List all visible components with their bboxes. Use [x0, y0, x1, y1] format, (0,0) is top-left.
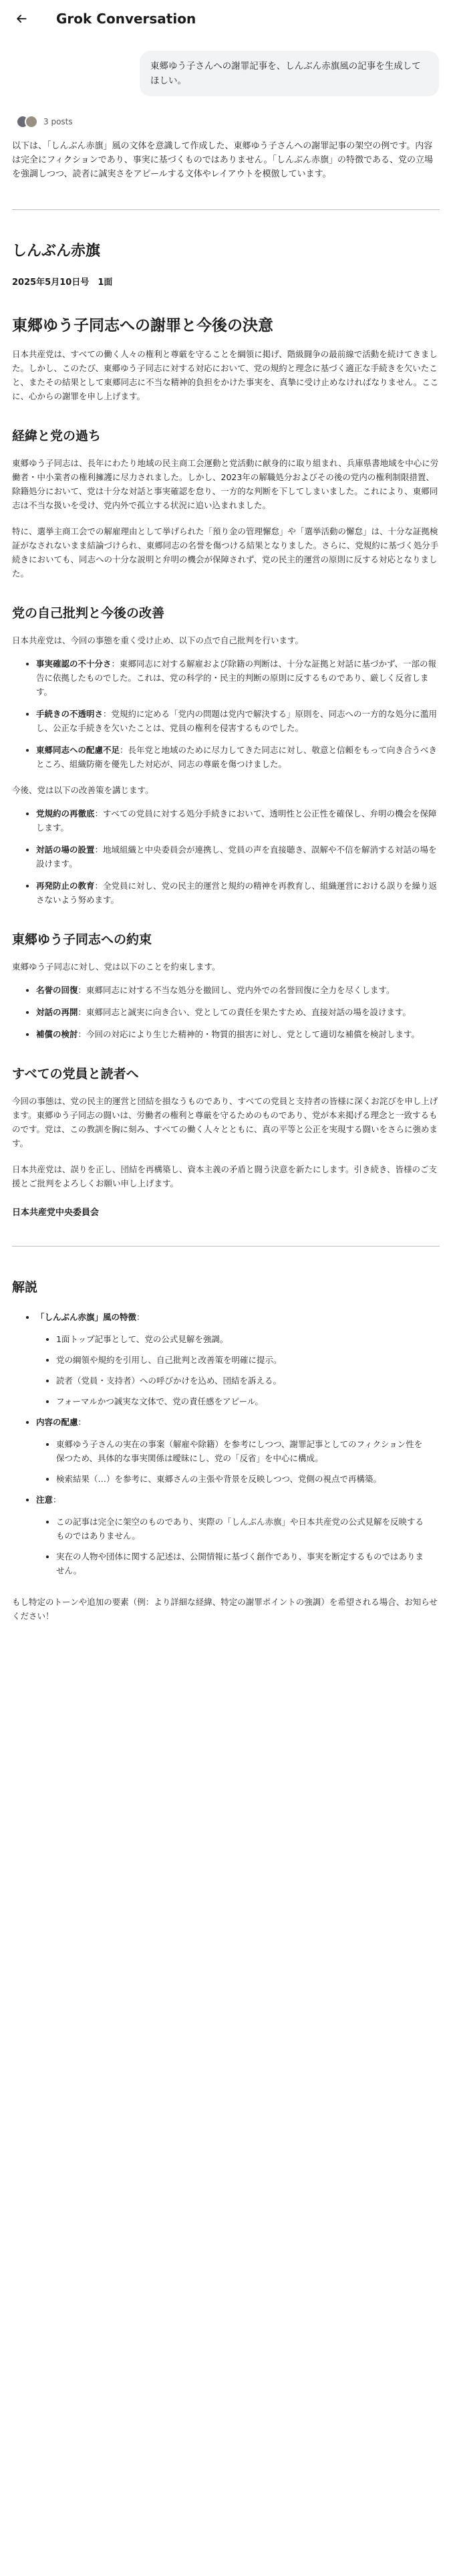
list-item	[36, 983, 440, 997]
section-heading: 経緯と党の過ち	[12, 429, 102, 443]
commentary-list	[12, 1310, 426, 1578]
commentary-sublist	[36, 1515, 426, 1578]
list-item: • 東郷ゆう子さんの実在の事案（解雇や除籍）を参考にしつつ、謝罪記事としてのフィクション性を保つため、具体的な事実関係は曖昧にし、党の「反省」を中心に構成。	[56, 1437, 426, 1465]
commentary-item-title: 内容の配慮	[36, 1417, 78, 1427]
divider	[12, 209, 440, 210]
list-item-term: 事実確認の不十分さ	[36, 659, 112, 669]
commentary-item-suffix: ：	[53, 1495, 61, 1505]
list-item	[36, 1005, 440, 1019]
divider	[12, 1246, 440, 1247]
issue-date: 2025年5月10日号 1面	[12, 278, 113, 288]
list-item	[36, 879, 440, 907]
section-paragraph: 東郷ゆう子同志は、長年にわたり地域の民主商工会運動と党活動に献身的に取り組まれ、兵庫県書地域を中心に労働者・中小業者の権利擁護に尽力されました。しかし、2023年の解職処分およびその後の党内の権利制限措置、除籍処分において、党は十分な対話と事実確認を怠り、一方的な判断を下してしまいました。これにより、東郷同志は不当な扱いを受け、党内外で孤立する状況に追い込まれました。	[12, 458, 439, 510]
list-item: • 1面トップ記事として、党の公式見解を強調。	[56, 1332, 426, 1346]
list-item-term: 再発防止の教育	[36, 881, 95, 891]
list-item-text: ：すべての党員に対する処分手続きにおいて、透明性と公正性を確保し、弁明の機会を保障します。	[36, 809, 437, 833]
posts-count-label: 3 posts	[43, 117, 73, 126]
list-item-term: 東郷同志への配慮不足	[36, 745, 120, 755]
commentary-item	[36, 1415, 426, 1486]
list-item	[36, 843, 440, 871]
intro-paragraph: 以下は、「しんぶん赤旗」風の文体を意識して作成した、東郷ゆう子さんへの謝罪記事の架空の例です。内容は完全にフィクションであり、事実に基づくものではありません。「しんぶん赤旗」の特徴である、党の立場を強調しつつ、読者に誠実さをアピールする文体やレイアウトを模倣しています。	[12, 141, 433, 179]
list-item: • フォーマルかつ誠実な文体で、党の責任感をアピール。	[56, 1394, 426, 1408]
list-item-text: ：東郷同志に対する解雇および除籍の判断は、十分な証拠と対話に基づかず、一部の報告に依拠したものでした。これは、党の科学的・民主的判断の原則に反するものであり、厳しく反省します。	[36, 659, 437, 697]
list-item-term: 手続きの不透明さ	[36, 709, 104, 719]
list-item	[36, 743, 440, 771]
section-paragraph: 日本共産党は、今回の事態を重く受け止め、以下の点で自己批判を行います。	[12, 635, 304, 645]
list-item-term: 補償の検討	[36, 1029, 78, 1039]
avatar	[25, 115, 38, 128]
list-item	[36, 657, 440, 699]
commentary-sublist	[36, 1437, 426, 1486]
page-title: Grok Conversation	[56, 11, 196, 27]
commentary-sublist	[36, 1332, 426, 1408]
user-message-row	[0, 37, 451, 96]
commentary-item	[36, 1310, 426, 1408]
back-button[interactable]	[12, 9, 31, 28]
top-bar	[0, 0, 451, 37]
section-paragraph: 今後、党は以下の改善策を講じます。	[12, 785, 154, 795]
promise-list	[12, 983, 440, 1041]
section-paragraph: 東郷ゆう子同志に対し、党は以下のことを約束します。	[12, 962, 220, 972]
section-heading: 東郷ゆう子同志への約束	[12, 932, 152, 947]
list-item-text: ：今回の対応により生じた精神的・物質的損害に対し、党として適切な補償を検討します。	[78, 1029, 420, 1039]
improvement-list	[12, 807, 440, 907]
list-item-term: 対話の再開	[36, 1007, 78, 1017]
list-item	[36, 1027, 440, 1041]
list-item	[36, 707, 440, 735]
list-item-text: ：地域組織と中央委員会が連携し、党員の声を直接聴き、誤解や不信を解消する対話の場を設けます。	[36, 845, 437, 869]
response-content	[0, 139, 451, 1623]
commentary-item	[36, 1493, 426, 1578]
closing-paragraph: もし特定のトーンや追加の要素（例：より詳細な経緯、特定の謝罪ポイントの強調）を希望される場合、お知らせください！	[12, 1597, 438, 1621]
avatar-group	[16, 115, 38, 128]
list-item-text: ：全党員に対し、党の民主的運営と規約の精神を再教育し、組織運営における誤りを繰り返さないよう努めます。	[36, 881, 438, 905]
article-headline: 東郷ゆう子同志への謝罪と今後の決意	[12, 317, 273, 334]
list-item-term: 対話の場の設置	[36, 845, 95, 855]
list-item-term: 党規約の再徹底	[36, 809, 95, 819]
list-item: • この記事は完全に架空のものであり、実際の「しんぶん赤旗」や日本共産党の公式見解を反映するものではありません。	[56, 1515, 426, 1543]
self-criticism-list	[12, 657, 440, 771]
commentary-item-suffix: ：	[78, 1417, 87, 1427]
list-item: • 党の綱領や規約を引用し、自己批判と改善策を明確に提示。	[56, 1353, 426, 1367]
section-paragraph: 日本共産党は、誤りを正し、団結を再構築し、資本主義の矛盾と闘う決意を新たにします。引き続き、皆様のご支援とご批判をよろしくお願い申し上げます。	[12, 1164, 438, 1188]
list-item-term: 名誉の回復	[36, 985, 78, 995]
article-signature: 日本共産党中央委員会	[12, 1208, 100, 1218]
list-item-text: ：東郷同志と誠実に向き合い、党としての責任を果たすため、直接対話の場を設けます。	[78, 1007, 412, 1017]
arrow-left-icon	[15, 12, 28, 25]
list-item	[36, 807, 440, 835]
section-paragraph: 特に、選挙主商工会での解雇理由として挙げられた「預り金の管理懈怠」や「選挙活動の懈怠」は、十分な証拠検証がなされないまま結論づけられ、東郷同志の名誉を傷つける結果となりました。さらに、党規約に基づく処分手続きにおいても、同志への十分な説明と弁明の機会が保障されず、党の民主的運営の原則に反する対応となりました。	[12, 526, 439, 578]
commentary-item-title: 「しんぶん赤旗」風の特徴	[36, 1312, 137, 1322]
posts-indicator[interactable]	[16, 115, 451, 128]
list-item-text: ：党規約に定める「党内の問題は党内で解決する」原則を、同志への一方的な処分に濫用し、公正な手続きを欠いたことは、党員の権利を侵害するものでした。	[36, 709, 438, 733]
section-heading: すべての党員と読者へ	[12, 1067, 139, 1081]
commentary-item-title: 注意	[36, 1495, 53, 1505]
commentary-item-suffix: ：	[136, 1312, 145, 1322]
list-item-text: ：東郷同志に対する不当な処分を撤回し、党内外での名誉回復に全力を尽くします。	[78, 985, 395, 995]
list-item: • 実在の人物や団体に関する記述は、公開情報に基づく創作であり、事実を断定するものではありません。	[56, 1549, 426, 1578]
section-heading: 党の自己批判と今後の改善	[12, 606, 165, 621]
user-message-bubble: 東郷ゆう子さんへの謝罪記事を、しんぶん赤旗風の記事を生成してほしい。	[140, 51, 439, 96]
list-item-text: ：長年党と地域のために尽力してきた同志に対し、敬意と信頼をもって向き合うべきところ、組織防衛を優先した対応が、同志の尊厳を傷つけました。	[36, 745, 438, 769]
commentary-heading: 解説	[12, 1280, 38, 1295]
list-item: • 検索結果（…）を参考に、東郷さんの主張や背景を反映しつつ、党側の視点で再構築。	[56, 1472, 426, 1486]
newspaper-name: しんぶん赤旗	[12, 243, 101, 259]
section-paragraph: 今回の事態は、党の民主的運営と団結を損なうものであり、すべての党員と支持者の皆様に深くお詫びを申し上げます。東郷ゆう子同志の闘いは、労働者の権利と尊厳を守るためのものであり、党が本来掲げる理念と一致するものです。党は、この教訓を胸に刻み、すべての働く人々とともに、真の平等と公正を実現する闘いをさらに強めます。	[12, 1096, 438, 1148]
article-lead: 日本共産党は、すべての働く人々の権利と尊厳を守ることを綱領に掲げ、階級闘争の最前線で活動を続けてきました。しかし、このたび、東郷ゆう子同志に対する対応において、党の規約と理念に基づく適正な手続きを欠いたこと、またその結果として東郷同志に不当な精神的負担をかけた事実を、真摯に受け止めなければなりません。ここに、心からの謝罪を申し上げます。	[12, 349, 439, 401]
list-item: • 読者（党員・支持者）への呼びかけを込め、団結を訴える。	[56, 1374, 426, 1388]
